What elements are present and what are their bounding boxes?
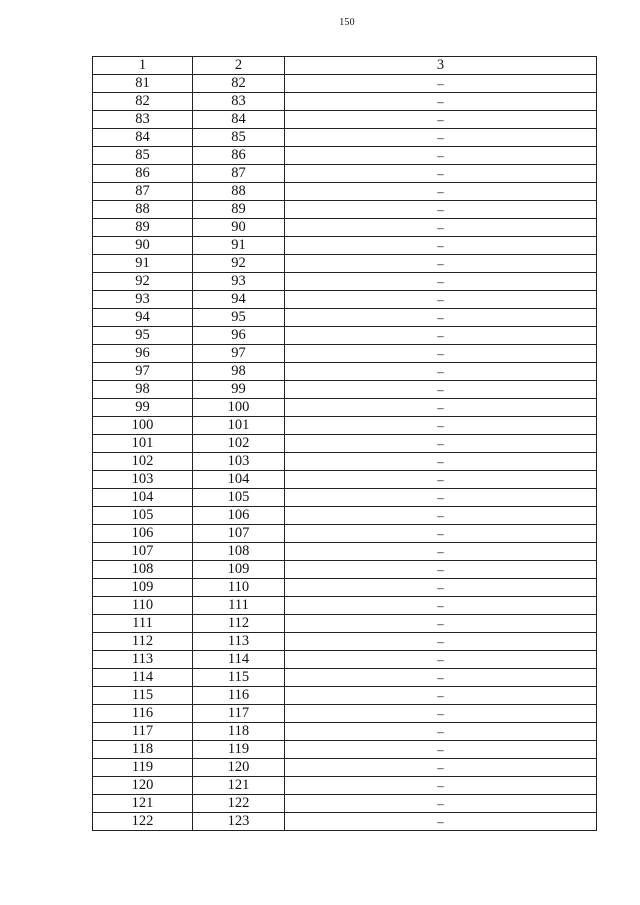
col-3-cell: –	[285, 723, 597, 741]
col-1-cell: 121	[93, 795, 193, 813]
table-row	[93, 381, 597, 399]
col-2-cell: 93	[193, 273, 285, 291]
table-header	[93, 57, 597, 75]
table-row	[93, 327, 597, 345]
table-header-row	[93, 57, 597, 75]
col-1-cell: 94	[93, 309, 193, 327]
col-2-cell: 123	[193, 813, 285, 831]
table-row	[93, 813, 597, 831]
table-row	[93, 129, 597, 147]
col-1-cell: 84	[93, 129, 193, 147]
col-1-cell: 116	[93, 705, 193, 723]
table-row	[93, 489, 597, 507]
col-1-cell: 89	[93, 219, 193, 237]
col-3-cell: –	[285, 741, 597, 759]
col-3-cell: –	[285, 435, 597, 453]
table-row	[93, 579, 597, 597]
col-3-cell: –	[285, 705, 597, 723]
table-row	[93, 399, 597, 417]
table-row	[93, 309, 597, 327]
table-row	[93, 363, 597, 381]
table-row	[93, 453, 597, 471]
col-1-cell: 83	[93, 111, 193, 129]
table-row	[93, 561, 597, 579]
col-1-cell: 115	[93, 687, 193, 705]
col-1-cell: 88	[93, 201, 193, 219]
col-2-cell: 110	[193, 579, 285, 597]
col-2-cell: 88	[193, 183, 285, 201]
col-3-cell: –	[285, 183, 597, 201]
table-row	[93, 597, 597, 615]
col-2-cell: 117	[193, 705, 285, 723]
col-3-cell: –	[285, 561, 597, 579]
col-3-cell: –	[285, 309, 597, 327]
col-2-cell: 102	[193, 435, 285, 453]
col-3-cell: –	[285, 327, 597, 345]
col-2-cell: 100	[193, 399, 285, 417]
table-row	[93, 723, 597, 741]
table-row	[93, 741, 597, 759]
col-1-cell: 112	[93, 633, 193, 651]
col-2-cell: 121	[193, 777, 285, 795]
table-row	[93, 291, 597, 309]
col-2-cell: 96	[193, 327, 285, 345]
column-header-2: 2	[193, 57, 285, 75]
col-1-cell: 106	[93, 525, 193, 543]
col-2-cell: 113	[193, 633, 285, 651]
col-2-cell: 87	[193, 165, 285, 183]
col-3-cell: –	[285, 381, 597, 399]
col-1-cell: 81	[93, 75, 193, 93]
col-3-cell: –	[285, 345, 597, 363]
col-3-cell: –	[285, 417, 597, 435]
column-header-3: 3	[285, 57, 597, 75]
table-row	[93, 255, 597, 273]
col-1-cell: 101	[93, 435, 193, 453]
col-3-cell: –	[285, 525, 597, 543]
col-1-cell: 100	[93, 417, 193, 435]
col-3-cell: –	[285, 489, 597, 507]
table-row	[93, 615, 597, 633]
col-2-cell: 82	[193, 75, 285, 93]
col-3-cell: –	[285, 471, 597, 489]
table-row	[93, 201, 597, 219]
col-3-cell: –	[285, 111, 597, 129]
col-1-cell: 110	[93, 597, 193, 615]
col-3-cell: –	[285, 777, 597, 795]
col-2-cell: 122	[193, 795, 285, 813]
col-3-cell: –	[285, 219, 597, 237]
col-2-cell: 115	[193, 669, 285, 687]
col-1-cell: 99	[93, 399, 193, 417]
col-3-cell: –	[285, 543, 597, 561]
col-2-cell: 92	[193, 255, 285, 273]
col-3-cell: –	[285, 633, 597, 651]
col-1-cell: 85	[93, 147, 193, 165]
col-3-cell: –	[285, 795, 597, 813]
table-row	[93, 777, 597, 795]
col-1-cell: 118	[93, 741, 193, 759]
col-2-cell: 99	[193, 381, 285, 399]
col-2-cell: 98	[193, 363, 285, 381]
col-1-cell: 96	[93, 345, 193, 363]
table-row	[93, 633, 597, 651]
table-row	[93, 345, 597, 363]
col-1-cell: 82	[93, 93, 193, 111]
col-1-cell: 98	[93, 381, 193, 399]
col-2-cell: 111	[193, 597, 285, 615]
table-row	[93, 651, 597, 669]
col-2-cell: 116	[193, 687, 285, 705]
table-row	[93, 183, 597, 201]
table-row	[93, 111, 597, 129]
col-2-cell: 104	[193, 471, 285, 489]
col-1-cell: 113	[93, 651, 193, 669]
col-2-cell: 101	[193, 417, 285, 435]
col-3-cell: –	[285, 75, 597, 93]
table-row	[93, 525, 597, 543]
col-1-cell: 114	[93, 669, 193, 687]
table-row	[93, 669, 597, 687]
col-2-cell: 118	[193, 723, 285, 741]
col-2-cell: 119	[193, 741, 285, 759]
col-3-cell: –	[285, 363, 597, 381]
col-3-cell: –	[285, 237, 597, 255]
col-2-cell: 120	[193, 759, 285, 777]
col-1-cell: 107	[93, 543, 193, 561]
col-1-cell: 104	[93, 489, 193, 507]
col-2-cell: 86	[193, 147, 285, 165]
col-1-cell: 102	[93, 453, 193, 471]
col-1-cell: 92	[93, 273, 193, 291]
col-3-cell: –	[285, 129, 597, 147]
table-row	[93, 543, 597, 561]
col-3-cell: –	[285, 147, 597, 165]
col-1-cell: 120	[93, 777, 193, 795]
col-1-cell: 95	[93, 327, 193, 345]
table-body	[93, 75, 597, 831]
col-2-cell: 106	[193, 507, 285, 525]
col-2-cell: 112	[193, 615, 285, 633]
col-3-cell: –	[285, 255, 597, 273]
col-3-cell: –	[285, 453, 597, 471]
col-2-cell: 114	[193, 651, 285, 669]
table-row	[93, 273, 597, 291]
table-row	[93, 687, 597, 705]
col-1-cell: 122	[93, 813, 193, 831]
col-1-cell: 117	[93, 723, 193, 741]
col-2-cell: 109	[193, 561, 285, 579]
col-1-cell: 119	[93, 759, 193, 777]
col-1-cell: 109	[93, 579, 193, 597]
col-3-cell: –	[285, 615, 597, 633]
table-row	[93, 147, 597, 165]
col-1-cell: 86	[93, 165, 193, 183]
col-2-cell: 103	[193, 453, 285, 471]
table-row	[93, 507, 597, 525]
col-2-cell: 97	[193, 345, 285, 363]
col-3-cell: –	[285, 291, 597, 309]
table-row	[93, 237, 597, 255]
table-row	[93, 471, 597, 489]
col-1-cell: 111	[93, 615, 193, 633]
table-row	[93, 93, 597, 111]
col-3-cell: –	[285, 813, 597, 831]
col-1-cell: 105	[93, 507, 193, 525]
page-number: 150	[339, 17, 355, 28]
data-table	[92, 56, 597, 831]
col-1-cell: 90	[93, 237, 193, 255]
col-2-cell: 84	[193, 111, 285, 129]
col-3-cell: –	[285, 597, 597, 615]
col-1-cell: 108	[93, 561, 193, 579]
table-row	[93, 795, 597, 813]
table-row	[93, 759, 597, 777]
col-3-cell: –	[285, 507, 597, 525]
col-2-cell: 91	[193, 237, 285, 255]
col-2-cell: 83	[193, 93, 285, 111]
table-row	[93, 75, 597, 93]
col-1-cell: 93	[93, 291, 193, 309]
col-2-cell: 94	[193, 291, 285, 309]
column-header-1: 1	[93, 57, 193, 75]
col-2-cell: 85	[193, 129, 285, 147]
col-3-cell: –	[285, 579, 597, 597]
col-1-cell: 103	[93, 471, 193, 489]
table-row	[93, 219, 597, 237]
col-3-cell: –	[285, 669, 597, 687]
col-2-cell: 108	[193, 543, 285, 561]
col-1-cell: 87	[93, 183, 193, 201]
col-3-cell: –	[285, 687, 597, 705]
col-1-cell: 97	[93, 363, 193, 381]
col-2-cell: 90	[193, 219, 285, 237]
table-row	[93, 435, 597, 453]
col-3-cell: –	[285, 651, 597, 669]
col-3-cell: –	[285, 399, 597, 417]
col-2-cell: 105	[193, 489, 285, 507]
col-2-cell: 89	[193, 201, 285, 219]
col-2-cell: 107	[193, 525, 285, 543]
table-row	[93, 417, 597, 435]
table-row	[93, 705, 597, 723]
col-3-cell: –	[285, 201, 597, 219]
col-3-cell: –	[285, 93, 597, 111]
col-3-cell: –	[285, 759, 597, 777]
col-1-cell: 91	[93, 255, 193, 273]
col-3-cell: –	[285, 273, 597, 291]
col-2-cell: 95	[193, 309, 285, 327]
table-row	[93, 165, 597, 183]
col-3-cell: –	[285, 165, 597, 183]
